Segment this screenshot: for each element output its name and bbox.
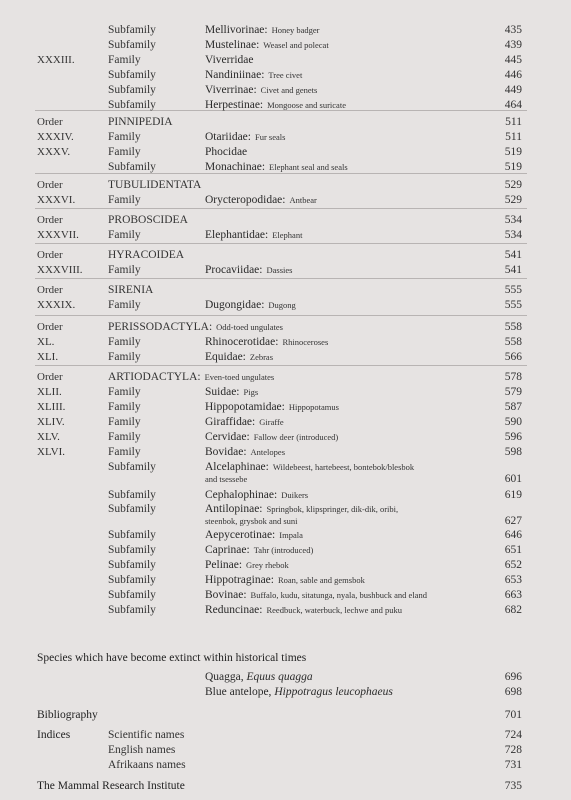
taxon-common-name: Civet and genets: [260, 85, 318, 95]
page-number: 445: [504, 54, 522, 66]
page-number: 541: [504, 249, 522, 261]
taxon-rank: Subfamily: [108, 24, 156, 36]
taxon-rank: HYRACOIDEA: [108, 249, 185, 261]
toc-row[interactable]: [0, 227, 571, 243]
page-number: 578: [504, 371, 522, 383]
toc-row[interactable]: [0, 262, 571, 278]
page-number: 646: [504, 529, 522, 541]
page-number: 701: [504, 709, 522, 721]
taxon-rank: [108, 369, 274, 385]
page-number: 446: [504, 69, 522, 81]
taxon-rank: Family: [108, 416, 141, 428]
taxon-rank: Family: [108, 54, 141, 66]
taxon-entry: [205, 97, 346, 113]
page-number: 696: [504, 671, 522, 683]
taxon-name: Herpestinae:: [205, 99, 264, 111]
taxon-rank: PROBOSCIDEA: [108, 214, 188, 226]
toc-row[interactable]: [0, 542, 571, 558]
taxon-entry: [205, 192, 317, 208]
page-number: 698: [504, 686, 522, 698]
taxon-common-name: Duikers: [281, 490, 309, 500]
taxon-rank: Subfamily: [108, 503, 156, 515]
taxon-rank: Subfamily: [108, 604, 156, 616]
page-number: 652: [504, 559, 522, 571]
toc-row[interactable]: [0, 22, 571, 38]
taxon-common-name: steenbok, grysbok and suni: [205, 516, 298, 526]
taxon-name: Bovinae:: [205, 589, 247, 601]
toc-row[interactable]: [0, 527, 571, 543]
rank-numeral: XXXVI.: [37, 194, 76, 206]
taxon-entry: [205, 297, 296, 313]
toc-row[interactable]: [0, 282, 571, 298]
taxon-common-name: Zebras: [249, 352, 274, 362]
taxon-entry: [205, 414, 284, 430]
taxon-name: Reduncinae:: [205, 604, 263, 616]
order-description: Odd-toed ungulates: [216, 322, 283, 332]
toc-row[interactable]: [0, 384, 571, 400]
toc-row[interactable]: [0, 82, 571, 98]
taxon-entry: [205, 67, 302, 83]
taxon-name: Caprinae:: [205, 544, 250, 556]
taxon-rank: Family: [108, 194, 141, 206]
taxon-entry: [205, 129, 285, 145]
page-number: 566: [504, 351, 522, 363]
taxon-entry: [205, 471, 247, 487]
rank-numeral: Order: [37, 321, 63, 333]
indices-heading: Indices: [37, 729, 71, 741]
rank-numeral: XLV.: [37, 431, 60, 443]
toc-row[interactable]: [0, 399, 571, 415]
rank-numeral: XL.: [37, 336, 55, 348]
page-number: 449: [504, 84, 522, 96]
taxon-rank: Subfamily: [108, 559, 156, 571]
taxon-common-name: Elephant seal and seals: [269, 162, 348, 172]
taxon-name: Otariidae:: [205, 131, 251, 143]
taxon-name: Pelinae:: [205, 559, 243, 571]
taxon-common-name: Rhinoceroses: [282, 337, 329, 347]
taxon-common-name: Grey rhebok: [246, 560, 289, 570]
order-name: ARTIODACTYLA:: [108, 371, 201, 383]
rank-numeral: XXXIII.: [37, 54, 75, 66]
taxon-name: Equidae:: [205, 351, 246, 363]
page-number: 519: [504, 146, 522, 158]
taxon-common-name: Dassies: [266, 265, 293, 275]
taxon-name: Monachinae:: [205, 161, 266, 173]
taxon-name: Cervidae:: [205, 431, 250, 443]
toc-row[interactable]: [0, 159, 571, 175]
page-number: 555: [504, 284, 522, 296]
taxon-common-name: Antelopes: [250, 447, 285, 457]
taxon-common-name: Tahr (introduced): [253, 545, 314, 555]
taxon-entry: [205, 399, 339, 415]
toc-row[interactable]: [0, 297, 571, 313]
taxon-entry: [205, 262, 292, 278]
taxon-name: Viverridae: [205, 54, 254, 66]
toc-row[interactable]: [0, 129, 571, 145]
taxon-name: Hippopotamidae:: [205, 401, 285, 413]
rank-numeral: XXXVIII.: [37, 264, 83, 276]
rank-numeral: XXXIV.: [37, 131, 74, 143]
toc-row[interactable]: [0, 557, 571, 573]
section-divider: [35, 243, 527, 244]
toc-row[interactable]: [0, 247, 571, 263]
taxon-rank: Subfamily: [108, 39, 156, 51]
taxon-entry: [205, 82, 317, 98]
page-number: 439: [504, 39, 522, 51]
taxon-entry: [205, 527, 303, 543]
taxon-rank: Subfamily: [108, 84, 156, 96]
taxon-rank: Family: [108, 336, 141, 348]
rank-numeral: XLII.: [37, 386, 62, 398]
taxon-rank: Subfamily: [108, 589, 156, 601]
rank-numeral: Order: [37, 284, 63, 296]
taxon-name: Suidae:: [205, 386, 240, 398]
taxon-entry: [205, 572, 365, 588]
taxon-entry: [205, 384, 258, 400]
taxon-rank: Subfamily: [108, 461, 156, 473]
taxon-common-name: Impala: [279, 530, 303, 540]
page-number: 519: [504, 161, 522, 173]
rank-numeral: Order: [37, 371, 63, 383]
taxon-common-name: Roan, sable and gemsbok: [277, 575, 365, 585]
toc-row[interactable]: [0, 144, 571, 160]
taxon-entry: [205, 444, 285, 460]
taxon-common-name: Springbok, klipspringer, dik-dik, oribi,: [266, 504, 399, 514]
taxon-common-name: Hippopotamus: [288, 402, 339, 412]
page-number: 435: [504, 24, 522, 36]
taxon-rank: Subfamily: [108, 99, 156, 111]
taxon-rank: Subfamily: [108, 69, 156, 81]
bibliography-heading[interactable]: Bibliography: [37, 709, 98, 721]
page-number: 511: [505, 116, 522, 128]
taxon-common-name: Giraffe: [259, 417, 284, 427]
toc-row[interactable]: [0, 349, 571, 365]
toc-row[interactable]: [0, 52, 571, 68]
taxon-rank: Family: [108, 431, 141, 443]
page-number: 534: [504, 229, 522, 241]
taxon-entry: [205, 227, 302, 243]
taxon-rank: Family: [108, 386, 141, 398]
taxon-common-name: Tree civet: [268, 70, 303, 80]
taxon-rank: TUBULIDENTATA: [108, 179, 202, 191]
page-number: 590: [504, 416, 522, 428]
toc-row[interactable]: [0, 177, 571, 193]
taxon-rank: Family: [108, 446, 141, 458]
page-number: 731: [504, 759, 522, 771]
taxon-name: Phocidae: [205, 146, 248, 158]
taxon-common-name: and tsessebe: [205, 474, 248, 484]
rank-numeral: Order: [37, 179, 63, 191]
page-number: 619: [504, 489, 522, 501]
page-number: 682: [504, 604, 522, 616]
taxon-rank: Subfamily: [108, 544, 156, 556]
toc-row[interactable]: [0, 97, 571, 113]
order-name: PERISSODACTYLA:: [108, 321, 213, 333]
taxon-rank: Subfamily: [108, 529, 156, 541]
page-number: 555: [504, 299, 522, 311]
index-scientific-names[interactable]: Scientific names: [108, 729, 185, 741]
page-number: 558: [504, 336, 522, 348]
page-number: 579: [504, 386, 522, 398]
toc-row[interactable]: [0, 334, 571, 350]
page-number: 598: [504, 446, 522, 458]
rank-numeral: XLI.: [37, 351, 59, 363]
page-number: 529: [504, 194, 522, 206]
extinct-item-quagga[interactable]: Quagga, Equus quagga: [205, 671, 313, 683]
toc-row[interactable]: [0, 572, 571, 588]
toc-row[interactable]: [0, 471, 571, 487]
taxon-name: Bovidae:: [205, 446, 247, 458]
taxon-entry: [205, 349, 273, 365]
order-description: Even-toed ungulates: [204, 372, 275, 382]
toc-row[interactable]: [0, 114, 571, 130]
taxon-name: Cephalophinae:: [205, 489, 278, 501]
page-number: 558: [504, 321, 522, 333]
rank-numeral: Order: [37, 249, 63, 261]
taxon-entry: [205, 334, 328, 350]
rank-numeral: XLVI.: [37, 446, 66, 458]
taxon-entry: [205, 602, 402, 618]
page-number: 601: [504, 473, 522, 485]
toc-row[interactable]: [0, 37, 571, 53]
page-number: 663: [504, 589, 522, 601]
taxon-name: Procaviidae:: [205, 264, 263, 276]
taxon-entry: [205, 22, 320, 38]
taxon-rank: [108, 319, 283, 335]
section-divider: [35, 278, 527, 279]
taxon-common-name: Mongoose and suricate: [267, 100, 346, 110]
taxon-name: Alcelaphinae:: [205, 461, 269, 473]
taxon-name: Orycteropodidae:: [205, 194, 286, 206]
toc-row[interactable]: [0, 212, 571, 228]
taxon-rank: Family: [108, 229, 141, 241]
toc-row[interactable]: [0, 414, 571, 430]
page-number: 511: [505, 131, 522, 143]
taxon-rank: PINNIPEDIA: [108, 116, 173, 128]
index-english-names[interactable]: English names: [108, 744, 176, 756]
toc-row[interactable]: [0, 369, 571, 385]
taxon-rank: Family: [108, 351, 141, 363]
taxon-rank: Subfamily: [108, 161, 156, 173]
taxon-common-name: Reedbuck, waterbuck, lechwe and puku: [266, 605, 402, 615]
taxon-common-name: Pigs: [243, 387, 259, 397]
toc-row[interactable]: [0, 67, 571, 83]
page-number: 464: [504, 99, 522, 111]
taxon-name: Hippotraginae:: [205, 574, 274, 586]
page-number: 541: [504, 264, 522, 276]
taxon-entry: [205, 557, 289, 573]
rank-numeral: XXXV.: [37, 146, 71, 158]
rank-numeral: XLIV.: [37, 416, 65, 428]
taxon-rank: Subfamily: [108, 574, 156, 586]
section-divider: [35, 208, 527, 209]
taxon-entry: [205, 37, 329, 53]
taxon-name: Elephantidae:: [205, 229, 269, 241]
taxon-rank: Family: [108, 264, 141, 276]
index-afrikaans-names[interactable]: Afrikaans names: [108, 759, 186, 771]
taxon-name: Antilopinae:: [205, 503, 263, 515]
taxon-entry: [205, 159, 348, 175]
taxon-rank: Family: [108, 299, 141, 311]
page-number: 534: [504, 214, 522, 226]
taxon-name: Dugongidae:: [205, 299, 265, 311]
taxon-common-name: Elephant: [272, 230, 303, 240]
taxon-name: Aepycerotinae:: [205, 529, 276, 541]
taxon-name: Giraffidae:: [205, 416, 256, 428]
extinct-item-blue-antelope[interactable]: Blue antelope, Hippotragus leucophaeus: [205, 686, 393, 698]
extinct-section-title: Species which have become extinct within historical times: [37, 652, 307, 664]
page-number: 529: [504, 179, 522, 191]
toc-row[interactable]: [0, 319, 571, 335]
page-number: 627: [504, 515, 522, 527]
section-divider: [35, 365, 527, 366]
rank-numeral: Order: [37, 214, 63, 226]
institute-heading[interactable]: The Mammal Research Institute: [37, 780, 185, 792]
rank-numeral: XLIII.: [37, 401, 66, 413]
page-number: 651: [504, 544, 522, 556]
page-number: 653: [504, 574, 522, 586]
taxon-entry: [205, 429, 338, 445]
toc-row[interactable]: [0, 444, 571, 460]
taxon-common-name: Fur seals: [254, 132, 286, 142]
toc-row[interactable]: [0, 602, 571, 618]
page-number: 596: [504, 431, 522, 443]
rank-numeral: XXXVII.: [37, 229, 79, 241]
taxon-name: Mellivorinae:: [205, 24, 268, 36]
taxon-entry: [205, 587, 427, 603]
taxon-entry: [205, 542, 313, 558]
taxon-common-name: Fallow deer (introduced): [253, 432, 339, 442]
rank-numeral: XXXIX.: [37, 299, 76, 311]
taxon-common-name: Weasel and polecat: [263, 40, 329, 50]
taxon-name: Mustelinae:: [205, 39, 260, 51]
page-number: 724: [504, 729, 522, 741]
page-number: 728: [504, 744, 522, 756]
rank-numeral: Order: [37, 116, 63, 128]
taxon-name: Nandiniinae:: [205, 69, 265, 81]
taxon-rank: Family: [108, 131, 141, 143]
taxon-common-name: Dugong: [268, 300, 296, 310]
taxon-common-name: Wildebeest, hartebeest, bontebok/blesbok: [272, 462, 415, 472]
taxon-entry: [205, 144, 251, 160]
taxon-rank: Subfamily: [108, 489, 156, 501]
taxon-name: Viverrinae:: [205, 84, 257, 96]
taxon-rank: Family: [108, 401, 141, 413]
toc-row[interactable]: [0, 587, 571, 603]
page-number: 735: [504, 780, 522, 792]
taxon-common-name: Honey badger: [271, 25, 320, 35]
section-divider: [35, 315, 527, 316]
taxon-rank: SIRENIA: [108, 284, 154, 296]
taxon-rank: Family: [108, 146, 141, 158]
page-number: 587: [504, 401, 522, 413]
taxon-name: Rhinocerotidae:: [205, 336, 279, 348]
taxon-common-name: Buffalo, kudu, sitatunga, nyala, bushbuck and eland: [250, 590, 427, 600]
taxon-common-name: Antbear: [289, 195, 317, 205]
toc-row[interactable]: [0, 429, 571, 445]
toc-row[interactable]: [0, 192, 571, 208]
taxon-entry: [205, 52, 257, 68]
